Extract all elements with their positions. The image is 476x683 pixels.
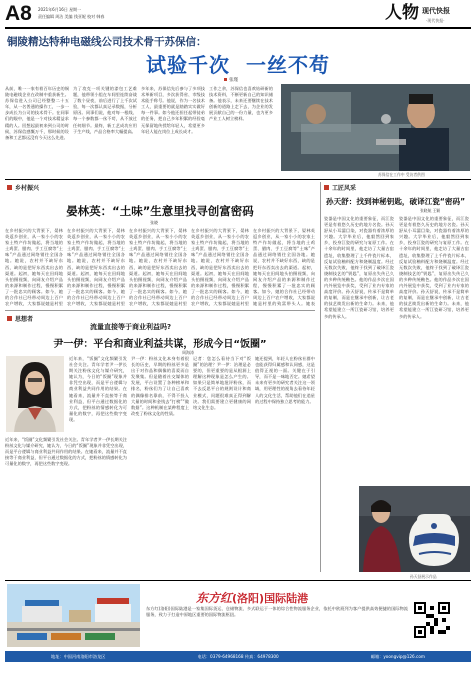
story4-col-1a: 近年来，“饭圈”文化频繁引发社会关注。青年学者尹一伊长期关注粉丝文化与媒介研究，她认为，今日的“饭圈”现象并非凭空出现，而是平台逻辑与商业利益共同作用的结果。在她看来，流量并不直接等于商业利益，但平台通过数据化的方式，把粉丝的情感转化为可量化的数字，再把这些数字变现。	[69, 356, 127, 422]
story2-byline: 张晓	[150, 220, 158, 225]
section-title: 人物	[385, 3, 419, 23]
lead-col-2: 为了攻克一项关键的漆包工艺难题，他带领小组在车间里连续奋战了数个昼夜，前后进行了上千次试验，每一次都认真记录数据，分析原因。同事们说，他对每一根线、每一个参数都一丝不苟，从不放过任何细节。最终，新工艺成功应用于生产线，产品合格率大幅提高。	[73, 86, 137, 134]
lead-col-4: 工作之余，苏保信也喜欢钻研新的技术资料，不断更新自己的知识储备。他表示，未来还要继续在技术创新的道路上走下去，为企业的发展贡献自己的一份力量，也为更多产业工人树立榜样。	[209, 86, 273, 122]
section-tag-thinker	[7, 314, 33, 323]
section-tag-marker	[7, 316, 12, 321]
section-tag-rural	[7, 183, 39, 192]
worker-illustration	[281, 84, 470, 171]
story3-headline: 孙天舒：找到神秘钥匙，破译江瓷“密码”	[326, 197, 466, 206]
lead-headline: 试验千次 一丝不苟	[146, 53, 330, 77]
date-line: 2021年6月16日 星期一	[38, 7, 82, 12]
lead-kicker: 铜陵精达特种电磁线公司技术骨干苏保信：	[7, 36, 207, 48]
story2-col-1: 在乡村振兴的大背景下，晏林英返乡创业，从一家小小的农家土特产作坊做起，将当地的土鸡蛋、腊肉、手工豆腐等“土味”产品通过网络销往全国各地。她说，农村并不缺好东西，缺的是把好东西卖出去的渠道。起初，她每天在田间地头拍摄视频，向网友介绍产品的来源和制作过程，慢慢积累了一批忠实的顾客。如今，她的合作社已经带动周边上百户农户增收，大家都说她是村里	[5, 228, 63, 306]
ad-email: 邮箱：yoongvip@126.com	[370, 653, 425, 659]
story4-byline: 周海涛	[182, 350, 194, 355]
section-tag-craftsman	[324, 183, 356, 192]
story3-caption: 孙天舒展示作品	[410, 574, 437, 579]
story4-kicker: 流量直接等于商业利益吗?	[90, 323, 172, 331]
header-rule	[5, 27, 471, 29]
byline-marker	[224, 78, 227, 81]
worker-photo	[281, 84, 470, 171]
ad-brand: 东方红	[196, 591, 233, 605]
section-tag-craftsman-label: 工匠风采	[332, 185, 357, 192]
qr-code-icon	[414, 602, 450, 638]
ad-subtitle: (洛阳)国际陆港	[232, 592, 309, 605]
section-tag-marker	[7, 185, 12, 190]
story4-col-1b: 近年来，“饭圈”文化频繁引发社会关注。青年学者尹一伊长期关注粉丝文化与媒介研究，她认为，今日的“饭圈”现象并非凭空出现，而是平台逻辑与商业利益共同作用的结果。在她看来，流量并不直接等于商业利益，但平台通过数据化的方式，把粉丝的情感转化为可量化的数字，再把这些数字变现。	[5, 437, 127, 467]
lead-caption: 苏保信在工作中 受访者供图	[378, 172, 425, 177]
ad-title	[196, 587, 308, 606]
ad-photo	[7, 584, 140, 647]
story3-col-1: 瓷器是中国文化的重要象征，而江瓷更是有着悠久历史的地方名瓷。孙天舒从小耳濡目染，对瓷器有着浓厚的兴趣。大学毕业后，他毅然回到家乡，投身江瓷的研究与复原工作。在十余年的时间里，他走访了大量古窑遗址，收集整理了上千件瓷片标本，反复试验釉料配方和烧制温度。经过无数次失败，他终于找到了破译江瓷烧制技艺的“钥匙”，复原出失传已久的多种传统釉色。他的作品多次在国内外展览中获奖，受到了业内专家的高度评价。孙天舒说，传承不是简单的复制，而是在继承中创新，让古老的技艺焕发出新的生命力。未来，他希望能建立一所江瓷研习馆，培养更多的传承人。	[324, 216, 394, 319]
story2-bottom-rule	[5, 310, 315, 311]
ad-top-rule	[5, 580, 471, 581]
section-tag-thinker-label: 思想者	[15, 316, 34, 323]
story2-col-3: 在乡村振兴的大背景下，晏林英返乡创业，从一家小小的农家土特产作坊做起，将当地的土鸡蛋、腊肉、手工豆腐等“土味”产品通过网络销往全国各地。她说，农村并不缺好东西，缺的是把好东西卖出去的渠道。起初，她每天在田间地头拍摄视频，向网友介绍产品的来源和制作过程，慢慢积累了一批忠实的顾客。如今，她的合作社已经带动周边上百户农户增收，大家都说她是村里	[129, 228, 187, 306]
qr-code	[414, 602, 450, 638]
story4-col-3: 记者：您怎么看待当下对“饭圈”的治理？尹一伊：治理是必要的，但更重要的是从根源上理解这种现象是怎么产生的。如果只是简单地批评粉丝，而不去反思平台的规则设计和商业模式，问题很难真正得到解决。我们需要建立更健康的网络文化生态。	[193, 356, 251, 410]
story4-col-2: 尹一伊：粉丝文化本身有着很长的历史，早期的粉丝更多是出于对作品和偶像的喜爱而自发聚集。但是随着社交媒体的发展，平台设置了各种榜单和排名，粉丝们为了让自己喜欢的偶像排名靠前，不得不投入大量的时间和金钱去“打榜”“做数据”。这种机制在某种程度上改变了粉丝文化的性质。	[131, 356, 189, 416]
portrait-illustration	[6, 356, 64, 432]
lead-bottom-rule	[5, 179, 471, 180]
ad-body: 东方红(洛阳)国际陆港是一家集国际货运、仓储物流、多式联运于一体的综合性物流服务企业，依托中欧班列为客户提供高效便捷的国际物流服务，致力于打造中原地区重要的国际物流枢纽。	[146, 606, 408, 618]
port-illustration	[7, 584, 140, 647]
story2-col-4: 在乡村振兴的大背景下，晏林英返乡创业，从一家小小的农家土特产作坊做起，将当地的土鸡蛋、腊肉、手工豆腐等“土味”产品通过网络销往全国各地。她说，农村并不缺好东西，缺的是把好东西卖出去的渠道。起初，她每天在田间地头拍摄视频，向网友介绍产品的来源和制作过程，慢慢积累了一批忠实的顾客。如今，她的合作社已经带动周边上百户农户增收，大家都说她是村里	[191, 228, 249, 306]
editor-line: 责任编辑 周洁 美编 钱亚妮 校对 韩春	[38, 14, 105, 19]
lead-byline-text: 张瑾	[229, 78, 238, 83]
porcelain-photo	[359, 486, 470, 572]
story4-col-4: 她还提到，年轻人在粉丝社群中也能获得归属感和认同感，这是值得正视的一面。关键在于引导，而不是一味地否定。她希望未来有更多的研究者关注这一领域，用更理性的视角去看待年轻人的文化生活，帮助他们在追星的过程中保持独立思考的能力。	[255, 356, 315, 404]
section-tag-rural-label: 乡村振兴	[15, 185, 40, 192]
paper-name: 现代快报	[422, 6, 450, 15]
ad-address: 地址：中国河南洛阳市洛龙区	[51, 653, 106, 659]
story2-col-2: 在乡村振兴的大背景下，晏林英返乡创业，从一家小小的农家土特产作坊做起，将当地的土鸡蛋、腊肉、手工豆腐等“土味”产品通过网络销往全国各地。她说，农村并不缺好东西，缺的是把好东西卖出去的渠道。起初，她每天在田间地头拍摄视频，向网友介绍产品的来源和制作过程，慢慢积累了一批忠实的顾客。如今，她的合作社已经带动周边上百户农户增收，大家都说她是村里	[67, 228, 125, 306]
portrait-photo	[6, 356, 64, 432]
story3-col-2: 瓷器是中国文化的重要象征，而江瓷更是有着悠久历史的地方名瓷。孙天舒从小耳濡目染，对瓷器有着浓厚的兴趣。大学毕业后，他毅然回到家乡，投身江瓷的研究与复原工作。在十余年的时间里，他走访了大量古窑遗址，收集整理了上千件瓷片标本，反复试验釉料配方和烧制温度。经过无数次失败，他终于找到了破译江瓷烧制技艺的“钥匙”，复原出失传已久的多种传统釉色。他的作品多次在国内外展览中获奖，受到了业内专家的高度评价。孙天舒说，传承不是简单的复制，而是在继承中创新，让古老的技艺焕发出新的生命力。未来，他希望能建立一所江瓷研习馆，培养更多的传承人。	[399, 216, 469, 319]
ad-phone: 电话：0379-64968168 传真：64978300	[197, 653, 279, 659]
edition-label: ·现代快报·	[426, 18, 445, 23]
lead-col-1: 从前，唯一一家有着百年历史的铜陵电磁线企业在改制中重获新生。苏保信进入公司已经整整二十五年，从一名普通的操作工，一步一步成长为公司的技术骨干。在同事们的眼中，他是一个对技术精益求精的人。回想起最初来到公司的时候，苏保信感慨万千，那时候的设备和工艺都远没有今天这么先进。	[5, 86, 69, 140]
lead-byline	[224, 77, 238, 83]
lead-col-3: 多年来，苏保信先后参与了多项技术革新项目，多次获得省、市级技术能手称号。他说，作为一名技术工人，最重要的就是踏踏实实做好每一件事。如今他还担任起带徒弟的任务，把自己多年积累的经验毫无保留地传授给年轻人，希望更多年轻人能在岗位上成长成才。	[141, 86, 205, 134]
story4-headline: 尹一伊：平台和商业利益共谋，形成今日“饭圈”	[53, 339, 267, 350]
column-divider	[320, 182, 321, 572]
page-number: A8	[5, 2, 32, 25]
story2-col-5: 在乡村振兴的大背景下，晏林英返乡创业，从一家小小的农家土特产作坊做起，将当地的土鸡蛋、腊肉、手工豆腐等“土味”产品通过网络销往全国各地。她说，农村并不缺好东西，缺的是把好东西卖出去的渠道。起初，她每天在田间地头拍摄视频，向网友介绍产品的来源和制作过程，慢慢积累了一批忠实的顾客。如今，她的合作社已经带动周边上百户农户增收，大家都说她是村里的致富带头人。她表	[253, 228, 315, 306]
story2-headline: 晏林英：“土味”生意里找寻创富密码	[66, 204, 254, 218]
ad-footer	[5, 651, 471, 662]
porcelain-illustration	[359, 486, 470, 572]
story3-byline: 张晓航 王颖	[420, 208, 441, 213]
section-tag-marker	[324, 185, 329, 190]
